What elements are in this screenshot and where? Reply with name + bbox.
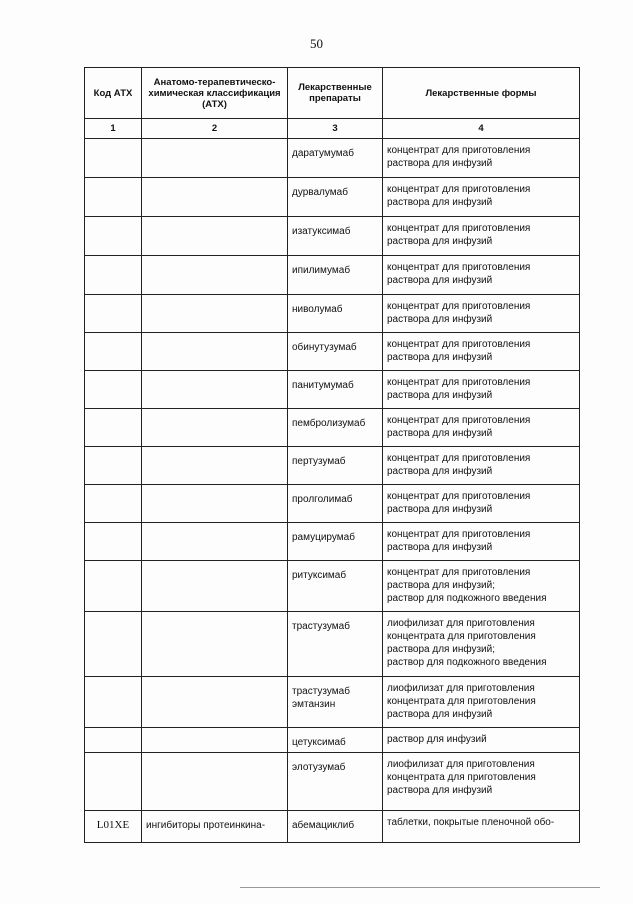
drug-name-cell: даратумумаб	[288, 139, 383, 178]
atc-class-cell	[142, 295, 288, 333]
atc-class-cell	[142, 371, 288, 409]
atc-class-cell	[142, 677, 288, 728]
atc-class-cell: ингибиторы протеинкина-	[142, 811, 288, 843]
dosage-form-cell: концентрат для приготовления раствора для инфузий	[383, 295, 580, 333]
column-number: 1	[85, 119, 142, 139]
drug-name-cell: абемациклиб	[288, 811, 383, 843]
table-row	[85, 178, 580, 217]
atc-class-cell	[142, 217, 288, 256]
drug-name-cell: пролголимаб	[288, 485, 383, 523]
drug-name-cell: цетуксимаб	[288, 728, 383, 753]
table-row	[85, 561, 580, 612]
dosage-form-cell: концентрат для приготовления раствора для инфузий	[383, 217, 580, 256]
table-row	[85, 371, 580, 409]
atc-code-cell	[85, 753, 142, 811]
atc-code-cell	[85, 612, 142, 677]
table-row	[85, 333, 580, 371]
atc-class-cell	[142, 485, 288, 523]
atc-code-cell: L01XE	[85, 811, 142, 843]
atc-class-cell	[142, 612, 288, 677]
atc-code-cell	[85, 728, 142, 753]
drug-name-cell: дурвалумаб	[288, 178, 383, 217]
table-row	[85, 447, 580, 485]
table-header-row	[85, 68, 580, 119]
drug-name-cell: пертузумаб	[288, 447, 383, 485]
atc-class-cell	[142, 753, 288, 811]
column-number: 2	[142, 119, 288, 139]
drug-name-cell: изатуксимаб	[288, 217, 383, 256]
dosage-form-cell: концентрат для приготовления раствора для инфузий; раствор для подкожного введения	[383, 561, 580, 612]
table-body	[85, 139, 580, 843]
dosage-form-cell: концентрат для приготовления раствора для инфузий	[383, 371, 580, 409]
column-number-row	[85, 119, 580, 139]
table-row	[85, 217, 580, 256]
atc-code-cell	[85, 295, 142, 333]
column-number: 4	[383, 119, 580, 139]
column-number: 3	[288, 119, 383, 139]
dosage-form-cell: концентрат для приготовления раствора для инфузий	[383, 447, 580, 485]
dosage-form-cell: лиофилизат для приготовления концентрата для приготовления раствора для инфузий; раствор для подкожного введения	[383, 612, 580, 677]
drug-name-cell: рамуцирумаб	[288, 523, 383, 561]
header-atc-code: Код АТХ	[85, 68, 142, 119]
atc-code-cell	[85, 447, 142, 485]
atc-code-cell	[85, 333, 142, 371]
header-drugs: Лекарственные препараты	[288, 68, 383, 119]
atc-code-cell	[85, 178, 142, 217]
atc-class-cell	[142, 178, 288, 217]
table-row	[85, 409, 580, 447]
drug-name-cell: ниволумаб	[288, 295, 383, 333]
drug-name-cell: обинутузумаб	[288, 333, 383, 371]
atc-code-cell	[85, 485, 142, 523]
page-edge-line	[240, 887, 600, 888]
table-row	[85, 728, 580, 753]
table-row	[85, 295, 580, 333]
atc-class-cell	[142, 256, 288, 295]
dosage-form-cell: концентрат для приготовления раствора для инфузий	[383, 139, 580, 178]
page-number: 50	[310, 36, 323, 51]
atc-code-cell	[85, 256, 142, 295]
atc-code-cell	[85, 217, 142, 256]
atc-code-cell	[85, 677, 142, 728]
drug-name-cell: трастузумаб	[288, 612, 383, 677]
drug-name-cell: элотузумаб	[288, 753, 383, 811]
dosage-form-cell: концентрат для приготовления раствора для инфузий	[383, 333, 580, 371]
atc-class-cell	[142, 728, 288, 753]
atc-class-cell	[142, 333, 288, 371]
header-dosage-forms: Лекарственные формы	[383, 68, 580, 119]
table-row	[85, 485, 580, 523]
dosage-form-cell: таблетки, покрытые пленочной обо-	[383, 811, 580, 843]
atc-code-cell	[85, 561, 142, 612]
atc-class-cell	[142, 409, 288, 447]
atc-code-cell	[85, 139, 142, 178]
drug-name-cell: ритуксимаб	[288, 561, 383, 612]
drug-name-cell: панитумумаб	[288, 371, 383, 409]
atc-class-cell	[142, 523, 288, 561]
table-row	[85, 677, 580, 728]
atc-code-cell	[85, 523, 142, 561]
table-row	[85, 612, 580, 677]
table-row	[85, 811, 580, 843]
dosage-form-cell: раствор для инфузий	[383, 728, 580, 753]
dosage-form-cell: концентрат для приготовления раствора для инфузий	[383, 409, 580, 447]
atc-class-cell	[142, 447, 288, 485]
dosage-form-cell: концентрат для приготовления раствора для инфузий	[383, 178, 580, 217]
medications-table	[84, 67, 580, 843]
header-atc-classification: Анатомо-терапевтическо-химическая классификация (АТХ)	[142, 68, 288, 119]
dosage-form-cell: лиофилизат для приготовления концентрата для приготовления раствора для инфузий	[383, 677, 580, 728]
drug-name-cell: пембролизумаб	[288, 409, 383, 447]
table-row	[85, 256, 580, 295]
dosage-form-cell: концентрат для приготовления раствора для инфузий	[383, 523, 580, 561]
dosage-form-cell: концентрат для приготовления раствора для инфузий	[383, 256, 580, 295]
drug-name-cell: трастузумаб эмтанзин	[288, 677, 383, 728]
atc-class-cell	[142, 139, 288, 178]
table-row	[85, 753, 580, 811]
atc-code-cell	[85, 409, 142, 447]
dosage-form-cell: лиофилизат для приготовления концентрата для приготовления раствора для инфузий	[383, 753, 580, 811]
drug-name-cell: ипилимумаб	[288, 256, 383, 295]
table-row	[85, 139, 580, 178]
atc-code-cell	[85, 371, 142, 409]
atc-class-cell	[142, 561, 288, 612]
table-row	[85, 523, 580, 561]
dosage-form-cell: концентрат для приготовления раствора для инфузий	[383, 485, 580, 523]
